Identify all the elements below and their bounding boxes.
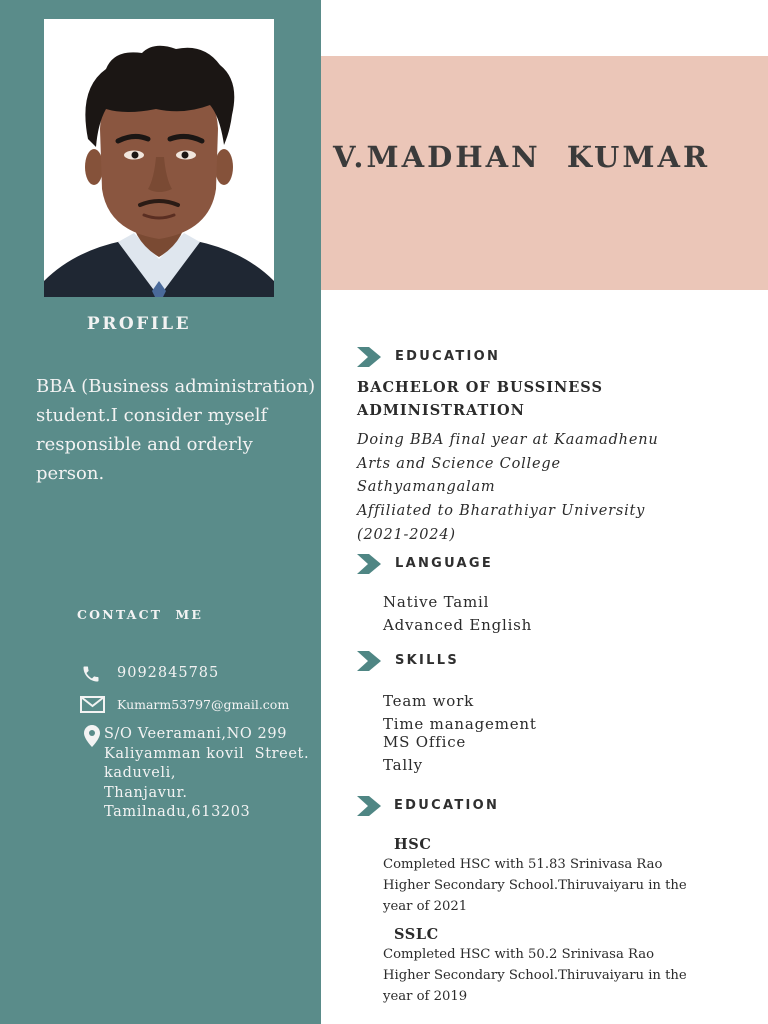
contact-heading: CONTACT ME xyxy=(77,607,204,622)
education-heading: EDUCATION xyxy=(395,349,501,364)
hsc-line: Completed HSC with 51.83 Srinivasa Rao xyxy=(383,857,663,872)
degree-line: BACHELOR OF BUSSINESS xyxy=(357,379,603,396)
profile-summary: BBA (Business administration) student.I consider myself responsible and orderly person. xyxy=(36,376,316,484)
hsc-line: Higher Secondary School.Thiruvaiyaru in the xyxy=(383,878,687,893)
schooling-heading: EDUCATION xyxy=(394,798,500,813)
phone-number[interactable]: 9092845785 xyxy=(117,665,220,681)
hsc-line: year of 2021 xyxy=(383,899,468,914)
mail-icon xyxy=(80,696,105,713)
sidebar xyxy=(0,0,321,1024)
hsc-title: HSC xyxy=(394,836,432,853)
degree-details xyxy=(357,429,697,548)
chevron-right-icon xyxy=(357,347,381,367)
sslc-line: Completed HSC with 50.2 Srinivasa Rao xyxy=(383,947,655,962)
degree-detail-line: Arts and Science College xyxy=(357,455,561,472)
name-banner xyxy=(321,56,768,290)
profile-heading: PROFILE xyxy=(86,314,192,334)
sslc-line: year of 2019 xyxy=(383,989,468,1004)
degree-detail-line: Affiliated to Bharathiyar University xyxy=(357,503,646,520)
skills-list-bottom xyxy=(383,731,466,777)
address-text: S/O Veeramani,NO 299 Kaliyamman kovil Street. kaduveli, Thanjavur. Tamilnadu,613203 xyxy=(104,726,310,820)
skills-heading: SKILLS xyxy=(395,653,460,668)
language-item: Native Tamil xyxy=(383,593,490,611)
portrait-illustration xyxy=(44,19,274,297)
hsc-details xyxy=(383,854,723,917)
language-heading: LANGUAGE xyxy=(395,556,494,571)
location-pin-icon xyxy=(84,725,100,747)
chevron-right-icon xyxy=(357,796,381,816)
degree-detail-line: Doing BBA final year at Kaamadhenu xyxy=(357,432,659,448)
degree-detail-line: (2021-2024) xyxy=(357,526,456,543)
phone-icon xyxy=(80,664,102,684)
skill-item: Time management xyxy=(383,715,537,733)
degree-detail-line: Sathyamangalam xyxy=(357,479,496,496)
chevron-right-icon xyxy=(357,651,381,671)
language-list xyxy=(383,591,532,637)
sslc-title: SSLC xyxy=(394,926,439,943)
sslc-line: Higher Secondary School.Thiruvaiyaru in the xyxy=(383,968,687,983)
chevron-right-icon xyxy=(357,554,381,574)
language-item: Advanced English xyxy=(383,616,533,634)
profile-photo xyxy=(44,19,274,297)
skill-item: MS Office xyxy=(383,733,467,751)
candidate-name: V.MADHAN KUMAR xyxy=(333,140,711,174)
skills-list-top xyxy=(383,690,537,736)
degree-line: ADMINISTRATION xyxy=(357,402,525,419)
email-address[interactable]: Kumarm53797@gmail.com xyxy=(117,697,290,712)
degree-title xyxy=(357,376,657,422)
sslc-details xyxy=(383,944,723,1007)
skill-item: Team work xyxy=(383,692,474,710)
skill-item: Tally xyxy=(383,756,423,774)
